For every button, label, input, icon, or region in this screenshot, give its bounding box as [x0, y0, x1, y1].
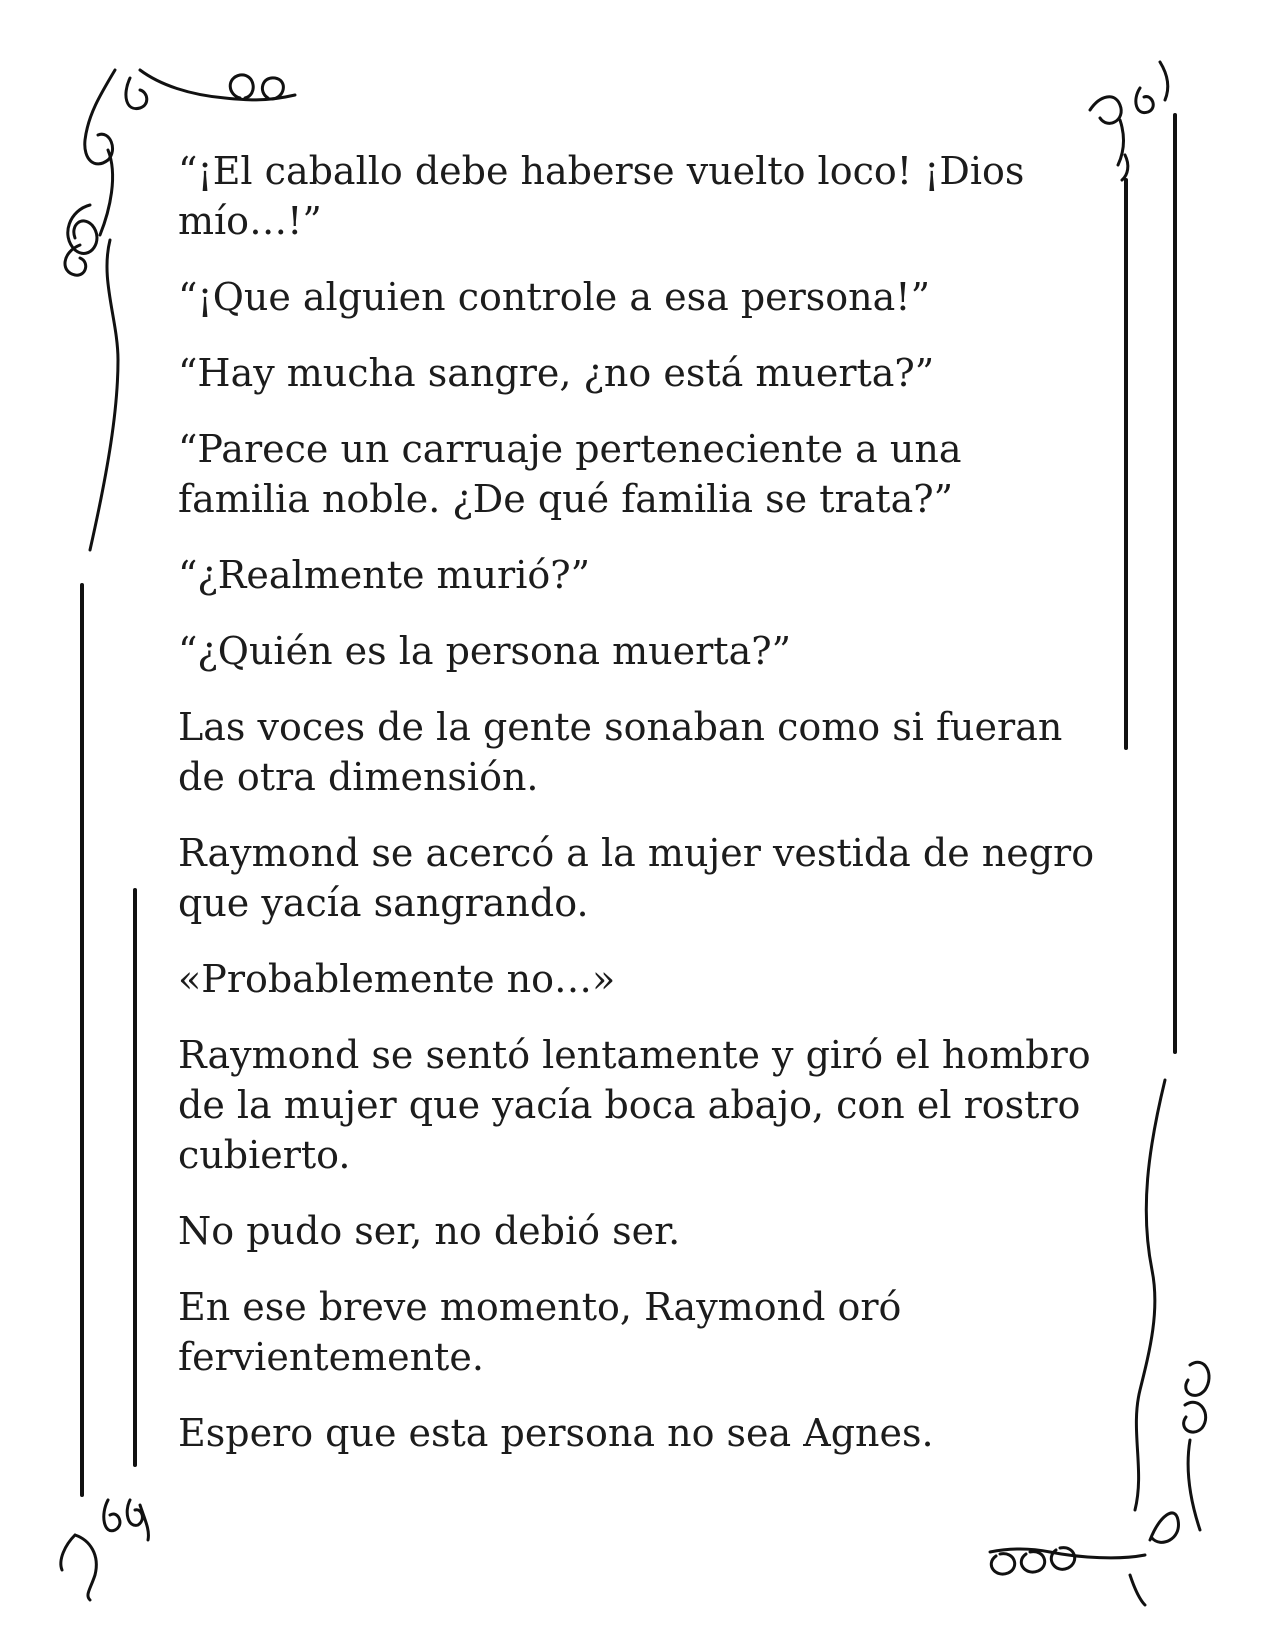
paragraph: “¡El caballo debe haberse vuelto loco! ¡Dios mío…!”: [178, 149, 1025, 243]
paragraph: “¿Quién es la persona muerta?”: [178, 629, 792, 673]
paragraph: Raymond se sentó lentamente y giró el hombro de la mujer que yacía boca abajo, con el rostro cubierto.: [178, 1033, 1091, 1177]
story-text: [178, 146, 1098, 1484]
paragraph: Espero que esta persona no sea Agnes.: [178, 1411, 934, 1455]
paragraph: En ese breve momento, Raymond oró fervientemente.: [178, 1285, 902, 1379]
paragraph: «Probablemente no…»: [178, 957, 616, 1001]
paragraph: Raymond se acercó a la mujer vestida de negro que yacía sangrando.: [178, 831, 1095, 925]
top-right-flourish: [1090, 62, 1168, 180]
paragraph: “Hay mucha sangre, ¿no está muerta?”: [178, 351, 935, 395]
paragraph: Las voces de la gente sonaban como si fueran de otra dimensión.: [178, 705, 1063, 799]
paragraph: No pudo ser, no debió ser.: [178, 1209, 681, 1253]
paragraph: “Parece un carruaje perteneciente a una familia noble. ¿De qué familia se trata?”: [178, 427, 962, 521]
paragraph: “¿Realmente murió?”: [178, 553, 591, 597]
bottom-left-flourish: [61, 1500, 149, 1600]
paragraph: “¡Que alguien controle a esa persona!”: [178, 275, 931, 319]
